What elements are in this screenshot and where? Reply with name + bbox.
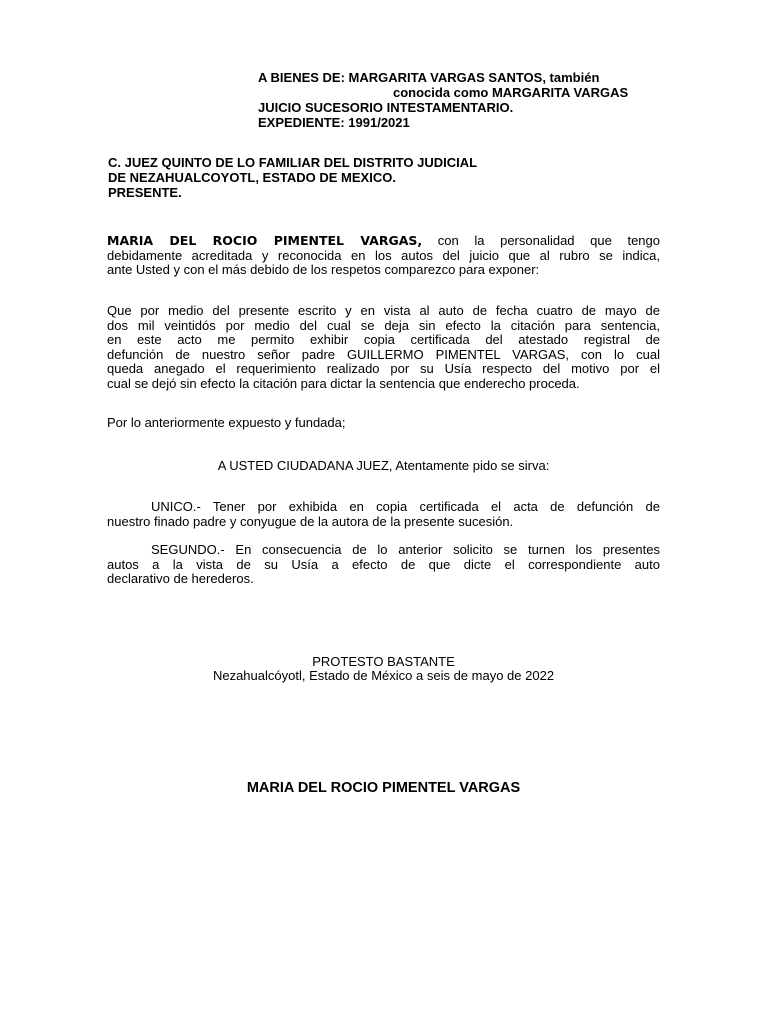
intro-line-1-rest: con la personalidad que tengo (422, 233, 660, 248)
intro-line-2: debidamente acreditada y reconocida en los autos del juicio que al rubro se indica, (107, 247, 660, 263)
segundo-line-2: autos a la vista de su Usía a efecto de que dicte el correspondiente auto (107, 556, 660, 572)
body-paragraph (107, 304, 660, 391)
body-line-4: defunción de nuestro señor padre GUILLERMO PIMENTEL VARGAS, con lo cual (107, 346, 660, 362)
unico-line-1: UNICO.- Tener por exhibida en copia certificada el acta de defunción de (151, 499, 660, 514)
segundo-line-1: SEGUNDO.- En consecuencia de lo anterior solicito se turnen los presentes (151, 542, 660, 557)
intro-line-3: ante Usted y con el más debido de los respetos comparezco para exponer: (107, 262, 540, 277)
petitioner-name: MARIA DEL ROCIO PIMENTEL VARGAS, (107, 233, 423, 248)
case-header (258, 70, 628, 130)
unico-paragraph (107, 500, 660, 529)
body-line-1: Que por medio del presente escrito y en vista al auto de fecha cuatro de mayo de (107, 303, 660, 318)
addressee-line-2: DE NEZAHUALCOYOTL, ESTADO DE MEXICO. (108, 170, 396, 185)
case-file-number: EXPEDIENTE: 1991/2021 (258, 115, 410, 130)
intro-paragraph (107, 234, 660, 278)
segundo-line-3: declarativo de herederos. (107, 571, 254, 586)
body-line-2: dos mil veintidós por medio del cual se deja sin efecto la citación para sentencia, (107, 317, 660, 333)
protest-line: PROTESTO BASTANTE (312, 654, 455, 669)
signature-name: MARIA DEL ROCIO PIMENTEL VARGAS (246, 780, 521, 796)
case-header-line-1: A BIENES DE: MARGARITA VARGAS SANTOS, también (258, 70, 600, 85)
case-type: JUICIO SUCESORIO INTESTAMENTARIO. (258, 100, 514, 115)
place-date-line: Nezahualcóyotl, Estado de México a seis de mayo de 2022 (212, 668, 555, 683)
foundation-paragraph (107, 416, 660, 431)
body-line-6: cual se dejó sin efecto la citación para dictar la sentencia que enderecho proceda. (107, 375, 580, 391)
intro-line-1 (107, 234, 660, 249)
addressee-line-3: PRESENTE. (108, 185, 182, 200)
foundation-line: Por lo anteriormente expuesto y fundada; (107, 415, 346, 430)
petition-intro: A USTED CIUDADANA JUEZ, Atentamente pido se sirva: (217, 458, 550, 473)
case-header-line-2: conocida como MARGARITA VARGAS (393, 85, 629, 100)
segundo-paragraph (107, 543, 660, 587)
addressee-line-1: C. JUEZ QUINTO DE LO FAMILIAR DEL DISTRITO JUDICIAL (108, 155, 478, 170)
body-line-5: queda anegado el requerimiento realizado por su Usía respecto del motivo por el (107, 361, 660, 376)
addressee-block (108, 155, 477, 200)
unico-line-2: nuestro finado padre y conyugue de la autora de la presente sucesión. (107, 513, 514, 529)
body-line-3: en este acto me permito exhibir copia certificada del atestado registral de (107, 332, 660, 347)
